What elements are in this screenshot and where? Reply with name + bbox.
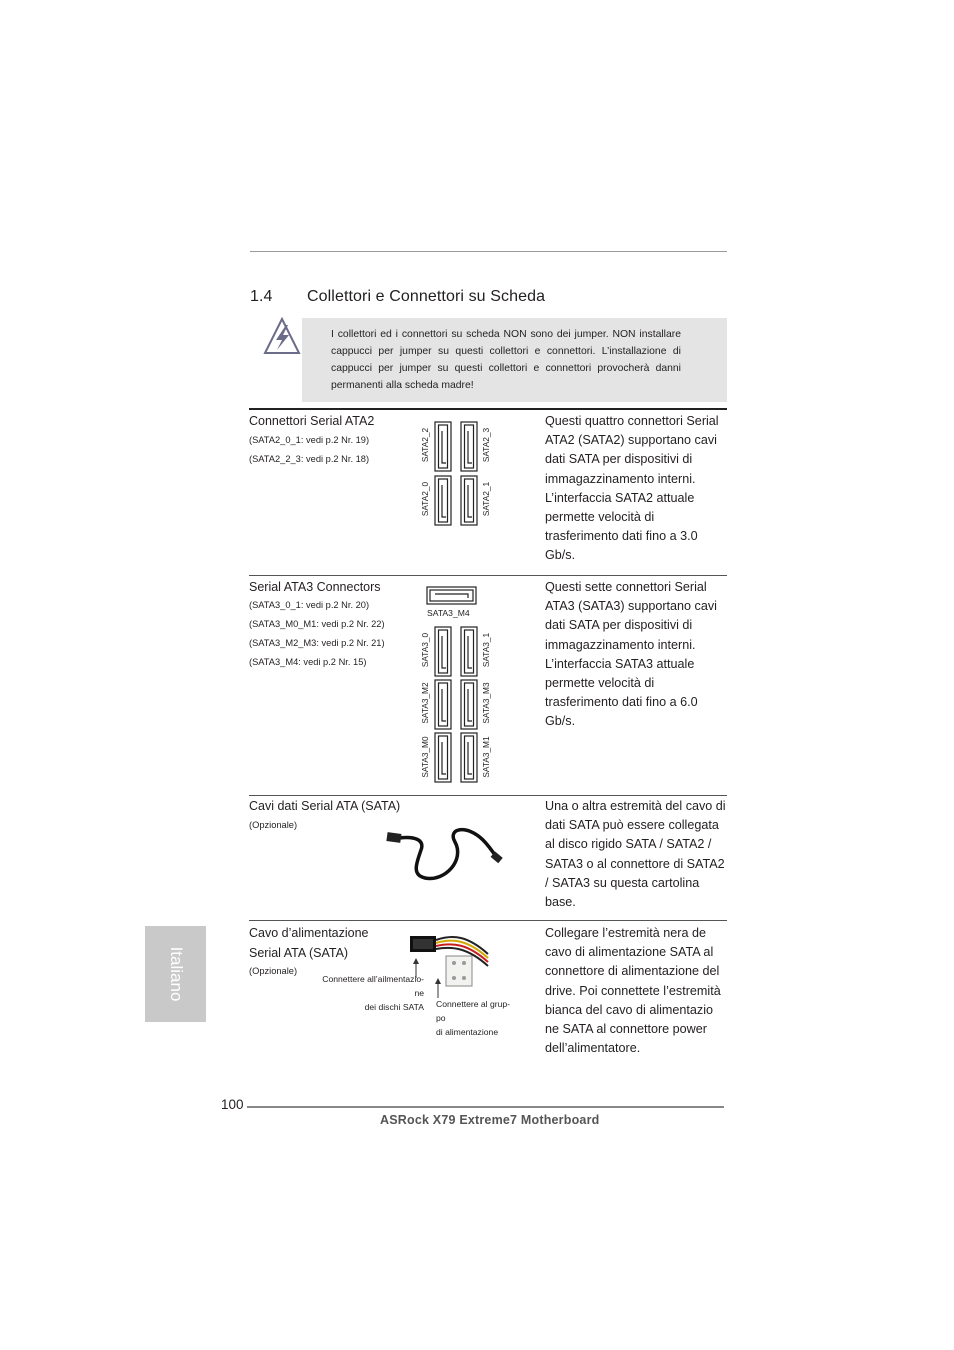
sata2-title: Connettori Serial ATA2 bbox=[249, 414, 375, 428]
power-optional: (Opzionale) bbox=[249, 966, 298, 976]
sata-data-cable-image bbox=[385, 820, 510, 882]
notice-text: I collettori ed i connettori su scheda NON sono dei jumper. NON installare cappucci per jumper su questi collettori e connettori. L’installazione di cappucci per jumper su questi collettori e connettori provocherà danni permanenti alla scheda madre! bbox=[331, 329, 681, 391]
power-caption-right: Connettere al grup- po di alimentazione bbox=[436, 999, 511, 1037]
sata3-connectors-diagram bbox=[434, 626, 480, 786]
language-tab-label: Italiano bbox=[166, 946, 186, 1002]
sata3-ref: (SATA3_M0_M1: vedi p.2 Nr. 22) bbox=[249, 619, 385, 629]
sata2-ref: (SATA2_2_3: vedi p.2 Nr. 18) bbox=[249, 454, 370, 464]
sata3-label: SATA3_M0 bbox=[420, 736, 430, 778]
sata3-label: SATA3_M3 bbox=[481, 682, 491, 724]
section-number: 1.4 bbox=[250, 288, 273, 305]
sata2-connectors-diagram bbox=[434, 420, 480, 528]
sata3-ref: (SATA3_M4: vedi p.2 Nr. 15) bbox=[249, 657, 367, 667]
cable-title: Cavi dati Serial ATA (SATA) bbox=[249, 799, 401, 813]
power-title-line2: Serial ATA (SATA) bbox=[249, 946, 349, 960]
sata3-description: Questi sette connettori Serial ATA3 (SATA3) supportano cavi dati SATA per dispositivi di immagazzinamento interni. L’interfaccia SATA3 attuale permette velocità di trasferimento dati fino a 6.0 Gb/s. bbox=[545, 580, 717, 729]
cable-optional: (Opzionale) bbox=[249, 820, 298, 830]
sata3-label: SATA3_M1 bbox=[481, 736, 491, 778]
warning-lightning-icon bbox=[262, 316, 302, 356]
sata3-ref: (SATA3_0_1: vedi p.2 Nr. 20) bbox=[249, 600, 370, 610]
footer-rule bbox=[247, 1106, 724, 1108]
power-title-line1: Cavo d’alimentazione bbox=[249, 926, 369, 940]
row-divider bbox=[249, 408, 727, 410]
section-title-text: Collettori e Connettori su Scheda bbox=[307, 288, 546, 305]
sata2-label: SATA2_0 bbox=[420, 481, 430, 517]
header-rule bbox=[250, 251, 727, 252]
sata3-label: SATA3_0 bbox=[420, 632, 430, 668]
page-number: 100 bbox=[221, 1097, 244, 1112]
sata3-title: Serial ATA3 Connectors bbox=[249, 580, 381, 594]
section-title bbox=[250, 288, 545, 306]
language-side-tab bbox=[145, 926, 206, 1022]
cable-description: Una o altra estremità del cavo di dati SATA può essere collegata al disco rigido SATA / SATA2 / SATA3 o al connettore di SATA2 / SATA3 su questa cartolina base. bbox=[545, 799, 726, 910]
sata2-description: Questi quattro connettori Serial ATA2 (SATA2) supportano cavi dati SATA per dispositivi di immagazzinamento interni. L’interfaccia SATA2 attuale permette velocità di trasferimento dati fino a 3.0 Gb/s. bbox=[545, 414, 719, 563]
sata2-label: SATA2_1 bbox=[481, 481, 491, 517]
power-description: Collegare l’estremità nera de cavo di alimentazione SATA al connettore di alimentazione del drive. Poi connettete l’estremità bianca del cavo di alimentazio ne SATA al connettore power dell’alimentatore. bbox=[545, 926, 721, 1056]
notice-box bbox=[302, 318, 727, 402]
sata2-label: SATA2_2 bbox=[420, 427, 430, 463]
row-divider bbox=[249, 575, 727, 576]
sata3-label: SATA3_M2 bbox=[420, 682, 430, 724]
sata2-ref: (SATA2_0_1: vedi p.2 Nr. 19) bbox=[249, 435, 370, 445]
power-caption-left: Connettere all’ailmentazio- ne dei dischi SATA bbox=[322, 974, 424, 1012]
sata3-label: SATA3_1 bbox=[481, 632, 491, 668]
row-divider bbox=[249, 920, 727, 921]
sata3-ref: (SATA3_M2_M3: vedi p.2 Nr. 21) bbox=[249, 638, 385, 648]
sata2-label: SATA2_3 bbox=[481, 427, 491, 463]
sata3-top-label: SATA3_M4 bbox=[427, 608, 470, 618]
row-divider bbox=[249, 795, 727, 796]
footer-product: ASRock X79 Extreme7 Motherboard bbox=[380, 1113, 600, 1127]
sata3-m4-connector bbox=[426, 586, 478, 606]
